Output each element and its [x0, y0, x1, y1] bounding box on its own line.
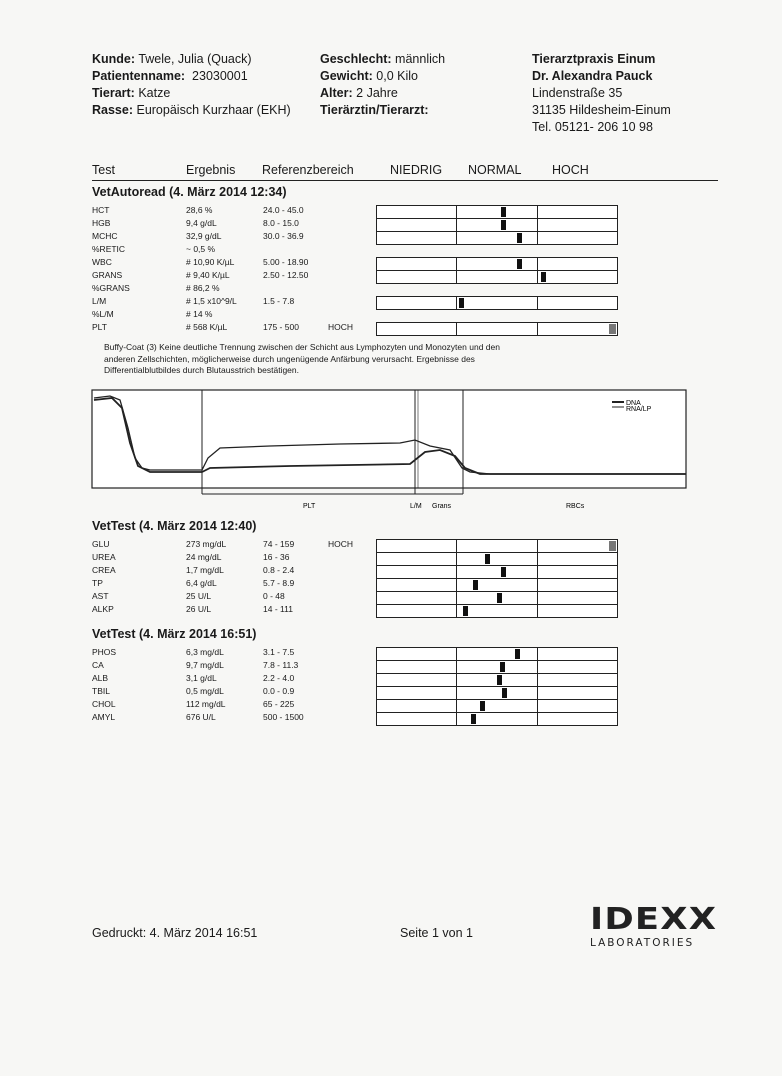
printed-date: Gedruckt: 4. März 2014 16:51 — [92, 926, 258, 940]
test-result: 9,7 mg/dL — [186, 660, 224, 670]
range-divider — [537, 566, 538, 578]
test-result: 6,3 mg/dL — [186, 647, 224, 657]
section-title: VetTest (4. März 2014 12:40) — [92, 519, 257, 533]
value-marker — [500, 662, 505, 672]
section-title: VetAutoread (4. März 2014 12:34) — [92, 185, 287, 199]
col-low: NIEDRIG — [390, 163, 443, 177]
range-divider — [456, 592, 457, 604]
test-reference: 2.2 - 4.0 — [263, 673, 295, 683]
label-grans: Grans — [432, 503, 452, 510]
vet-label: Tierärztin/Tierarzt: — [320, 103, 429, 117]
test-name: PLT — [92, 322, 107, 332]
value-marker — [501, 207, 506, 217]
test-name: CHOL — [92, 699, 116, 709]
test-reference: 2.50 - 12.50 — [263, 270, 309, 280]
value-marker — [502, 688, 507, 698]
practice-city: 31135 Hildesheim-Einum — [532, 103, 671, 117]
col-reference: Referenzbereich — [262, 163, 354, 177]
range-bar — [376, 660, 618, 674]
cell-histogram — [90, 388, 690, 513]
range-divider — [456, 553, 457, 565]
logo-brand: IDEXX — [590, 902, 718, 937]
value-marker — [459, 298, 464, 308]
col-high: HOCH — [552, 163, 589, 177]
test-result: 676 U/L — [186, 712, 216, 722]
age: 2 Jahre — [356, 86, 398, 100]
range-bar — [376, 270, 618, 284]
range-divider — [456, 713, 457, 725]
range-divider — [456, 297, 457, 309]
range-bar — [376, 257, 618, 271]
breed-label: Rasse: — [92, 103, 133, 117]
range-bar — [376, 552, 618, 566]
patient-name: 23030001 — [192, 69, 248, 83]
practice-info — [532, 51, 671, 136]
test-reference: 0.0 - 0.9 — [263, 686, 295, 696]
test-result: # 10,90 K/µL — [186, 257, 235, 267]
value-marker — [609, 324, 616, 334]
label-rbcs: RBCs — [566, 503, 585, 510]
test-name: %L/M — [92, 309, 114, 319]
test-result: # 14 % — [186, 309, 213, 319]
range-divider — [456, 648, 457, 660]
value-marker — [515, 649, 520, 659]
range-divider — [537, 206, 538, 218]
sex-label: Geschlecht: — [320, 52, 392, 66]
range-bar — [376, 218, 618, 232]
value-marker — [497, 675, 502, 685]
test-name: GLU — [92, 539, 110, 549]
test-name: %RETIC — [92, 244, 126, 254]
range-divider — [456, 566, 457, 578]
value-marker — [541, 272, 546, 282]
test-result: # 86,2 % — [186, 283, 220, 293]
weight-label: Gewicht: — [320, 69, 373, 83]
col-result: Ergebnis — [186, 163, 236, 177]
test-name: GRANS — [92, 270, 123, 280]
col-normal: NORMAL — [468, 163, 522, 177]
test-name: AMYL — [92, 712, 116, 722]
legend-rna: RNA/LP — [626, 406, 652, 413]
test-result: ~ 0,5 % — [186, 244, 216, 254]
test-result: 0,5 mg/dL — [186, 686, 224, 696]
range-bar — [376, 565, 618, 579]
test-reference: 5.00 - 18.90 — [263, 257, 309, 267]
test-name: WBC — [92, 257, 112, 267]
range-divider — [456, 206, 457, 218]
test-result: # 9,40 K/µL — [186, 270, 230, 280]
test-reference: 0.8 - 2.4 — [263, 565, 295, 575]
test-reference: 24.0 - 45.0 — [263, 205, 304, 215]
page-number: Seite 1 von 1 — [400, 926, 473, 940]
species: Katze — [138, 86, 171, 100]
test-reference: 74 - 159 — [263, 539, 295, 549]
range-bar — [376, 673, 618, 687]
buffy-coat-note — [104, 342, 500, 377]
test-name: %GRANS — [92, 283, 130, 293]
value-marker — [501, 567, 506, 577]
col-test: Test — [92, 163, 115, 177]
value-marker — [609, 541, 616, 551]
test-reference: 65 - 225 — [263, 699, 295, 709]
range-divider — [537, 219, 538, 231]
value-marker — [471, 714, 476, 724]
value-marker — [463, 606, 468, 616]
range-divider — [537, 271, 538, 283]
age-label: Alter: — [320, 86, 353, 100]
range-divider — [537, 553, 538, 565]
range-divider — [456, 579, 457, 591]
header-rule — [92, 180, 718, 181]
test-name: TBIL — [92, 686, 110, 696]
range-divider — [456, 700, 457, 712]
range-divider — [456, 258, 457, 270]
range-bar — [376, 205, 618, 219]
range-divider — [456, 219, 457, 231]
test-name: ALKP — [92, 604, 114, 614]
patient-label: Patientenname: — [92, 69, 186, 83]
buffy-line: anderen Zellschichten, möglicherweise durch ungenügende Anfärbung verursacht. Ergebnisse des — [104, 353, 475, 364]
test-result: 112 mg/dL — [186, 699, 226, 709]
test-result: # 568 K/µL — [186, 322, 228, 332]
logo-sub: LABORATORIES — [590, 937, 695, 949]
value-marker — [485, 554, 490, 564]
test-result: 273 mg/dL — [186, 539, 227, 549]
test-flag: HOCH — [328, 539, 354, 549]
range-divider — [456, 605, 457, 617]
customer-label: Kunde: — [92, 52, 136, 66]
weight: 0,0 Kilo — [376, 69, 418, 83]
breed: Europäisch Kurzhaar (EKH) — [136, 103, 291, 117]
value-marker — [517, 233, 522, 243]
range-divider — [537, 713, 538, 725]
range-divider — [537, 323, 538, 335]
range-divider — [537, 232, 538, 244]
range-divider — [456, 540, 457, 552]
section-title: VetTest (4. März 2014 16:51) — [92, 627, 257, 641]
test-name: HCT — [92, 205, 110, 215]
test-name: PHOS — [92, 647, 117, 657]
practice-street: Lindenstraße 35 — [532, 86, 623, 100]
buffy-line: Differentialblutbildes durch Blutausstrich bestätigen. — [104, 365, 299, 375]
test-name: TP — [92, 578, 103, 588]
test-result: 1,7 mg/dL — [186, 565, 224, 575]
range-divider — [537, 687, 538, 699]
test-name: UREA — [92, 552, 116, 562]
range-bar — [376, 699, 618, 713]
label-lm: L/M — [410, 503, 422, 510]
practice-phone: Tel. 05121- 206 10 98 — [532, 120, 653, 134]
test-reference: 1.5 - 7.8 — [263, 296, 295, 306]
practice-name: Tierarztpraxis Einum — [532, 52, 656, 66]
range-bar — [376, 712, 618, 726]
test-reference: 8.0 - 15.0 — [263, 218, 299, 228]
label-plt: PLT — [303, 503, 316, 510]
test-name: CREA — [92, 565, 116, 575]
test-reference: 500 - 1500 — [263, 712, 304, 722]
test-result: 25 U/L — [186, 591, 212, 601]
test-reference: 0 - 48 — [263, 591, 285, 601]
range-bar — [376, 686, 618, 700]
test-reference: 30.0 - 36.9 — [263, 231, 304, 241]
value-marker — [473, 580, 478, 590]
customer-name: Twele, Julia (Quack) — [138, 52, 252, 66]
idexx-logo — [590, 902, 718, 949]
patient-details — [320, 51, 445, 119]
value-marker — [497, 593, 502, 603]
species-label: Tierart: — [92, 86, 135, 100]
range-bar — [376, 647, 618, 661]
range-divider — [537, 579, 538, 591]
test-result: # 1,5 x10^9/L — [186, 296, 237, 306]
test-result: 26 U/L — [186, 604, 212, 614]
test-flag: HOCH — [328, 322, 354, 332]
range-bar — [376, 231, 618, 245]
test-name: CA — [92, 660, 104, 670]
range-divider — [537, 674, 538, 686]
test-reference: 16 - 36 — [263, 552, 290, 562]
range-bar — [376, 604, 618, 618]
range-divider — [537, 605, 538, 617]
test-name: ALB — [92, 673, 109, 683]
test-result: 32,9 g/dL — [186, 231, 222, 241]
range-divider — [537, 258, 538, 270]
range-bar — [376, 322, 618, 336]
test-reference: 175 - 500 — [263, 322, 299, 332]
range-divider — [537, 661, 538, 673]
test-reference: 7.8 - 11.3 — [263, 660, 299, 670]
sex: männlich — [395, 52, 446, 66]
buffy-line: Buffy-Coat (3) Keine deutliche Trennung zwischen der Schicht aus Lymphozyten und Monozyten und den — [104, 342, 500, 352]
range-divider — [456, 674, 457, 686]
test-name: HGB — [92, 218, 111, 228]
test-reference: 3.1 - 7.5 — [263, 647, 295, 657]
range-bar — [376, 578, 618, 592]
practice-doctor: Dr. Alexandra Pauck — [532, 69, 653, 83]
test-reference: 5.7 - 8.9 — [263, 578, 295, 588]
test-result: 24 mg/dL — [186, 552, 222, 562]
range-bar — [376, 539, 618, 553]
test-name: MCHC — [92, 231, 118, 241]
test-result: 9,4 g/dL — [186, 218, 217, 228]
test-result: 28,6 % — [186, 205, 213, 215]
test-name: L/M — [92, 296, 107, 306]
test-reference: 14 - 111 — [263, 604, 293, 614]
range-divider — [537, 592, 538, 604]
range-divider — [537, 540, 538, 552]
value-marker — [501, 220, 506, 230]
range-divider — [456, 687, 457, 699]
customer-info — [92, 51, 291, 119]
legend-dna: DNA — [626, 400, 641, 407]
range-divider — [537, 700, 538, 712]
value-marker — [517, 259, 522, 269]
range-divider — [537, 648, 538, 660]
test-result: 6,4 g/dL — [186, 578, 217, 588]
range-divider — [456, 232, 457, 244]
range-divider — [537, 297, 538, 309]
test-result: 3,1 g/dL — [186, 673, 217, 683]
range-bar — [376, 591, 618, 605]
range-divider — [456, 271, 457, 283]
range-divider — [456, 661, 457, 673]
value-marker — [480, 701, 485, 711]
test-name: AST — [92, 591, 109, 601]
range-divider — [456, 323, 457, 335]
range-bar — [376, 296, 618, 310]
